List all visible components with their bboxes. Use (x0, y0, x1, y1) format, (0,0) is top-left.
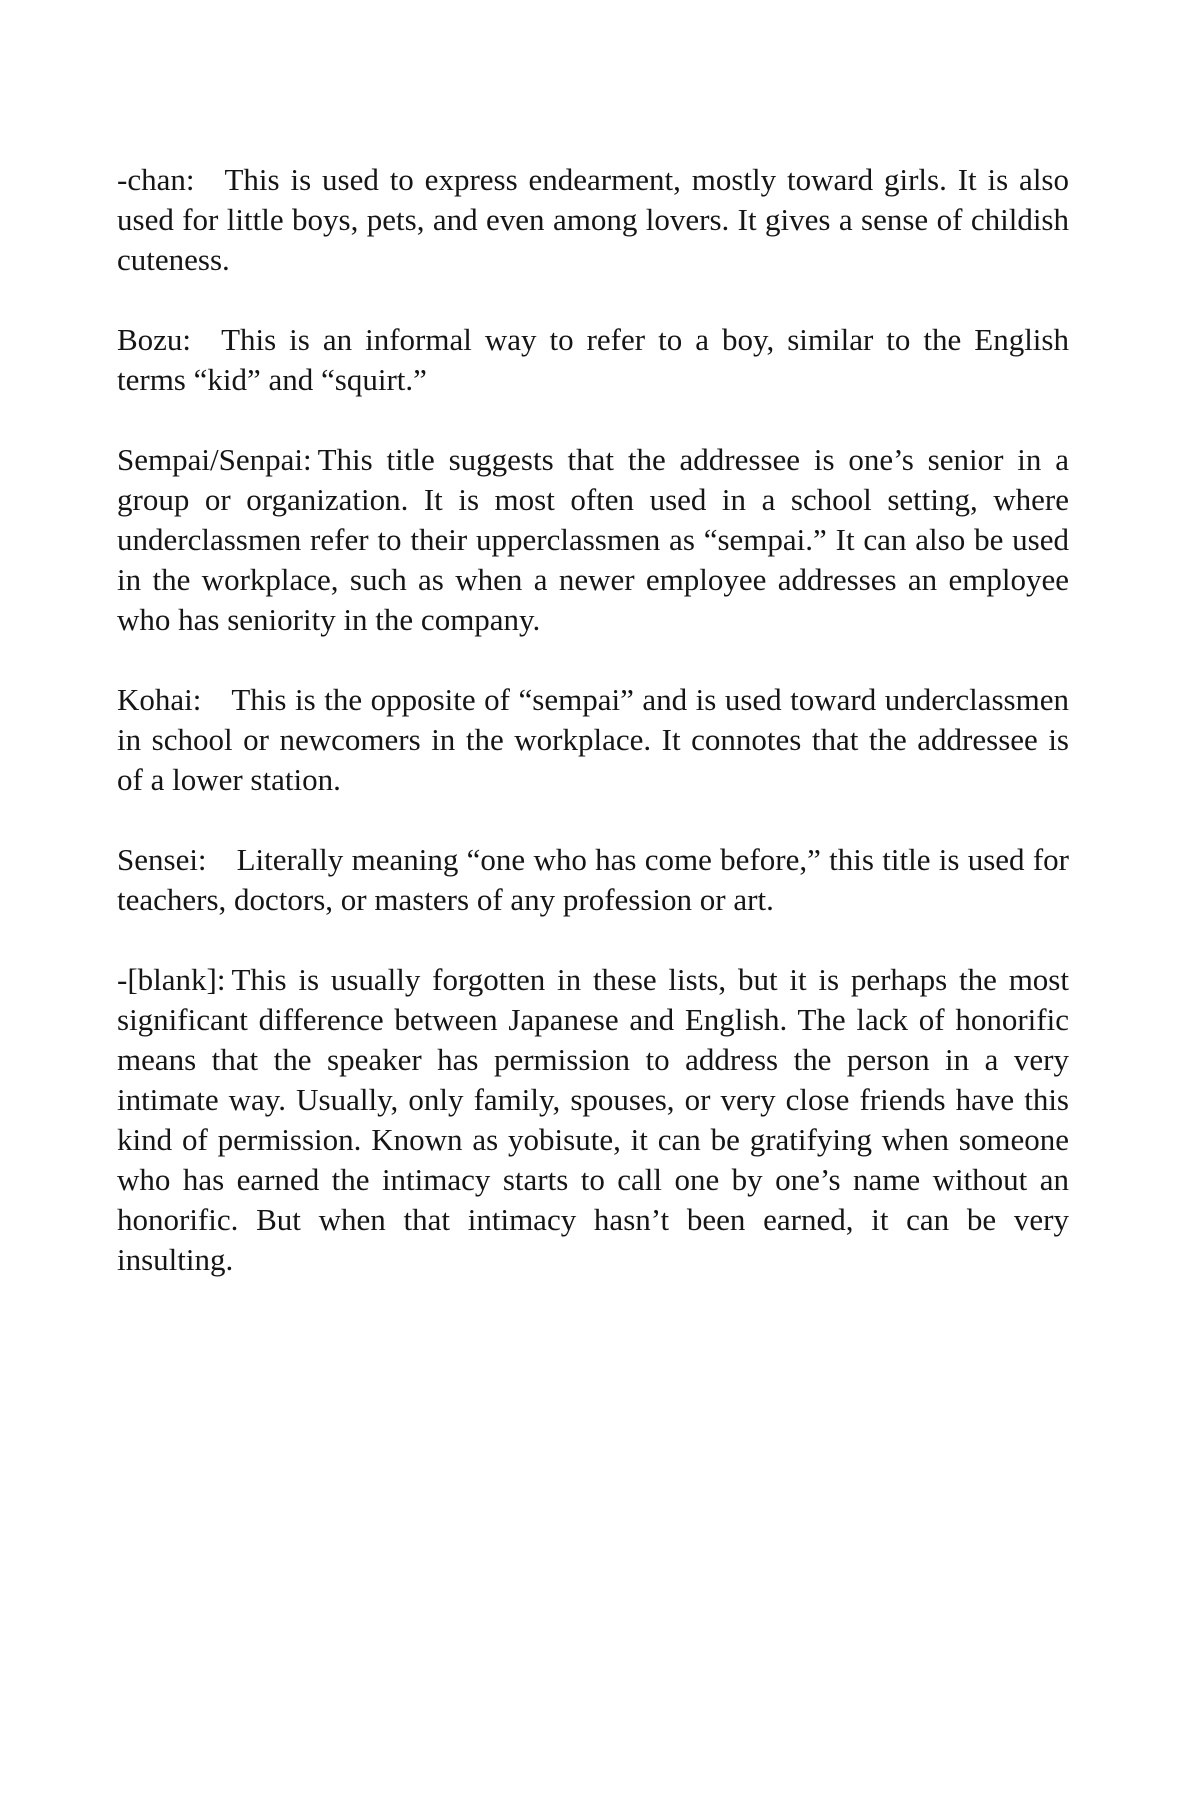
entry-term: -[blank]: (117, 962, 226, 997)
entry-blank (117, 960, 1069, 1280)
entry-definition: This title suggests that the addressee is one’s senior in a group or organization. It is most often used in a school setting, where underclassmen refer to their upperclassmen as “sempai.” It can also be used in the workplace, such as when a newer employee addresses an employee who has seniority in the company. (117, 442, 1069, 637)
entry-definition: This is usually forgotten in these lists, but it is perhaps the most significant difference between Japanese and English. The lack of honorific means that the speaker has permission to address the person in a very intimate way. Usually, only family, spouses, or very close friends have this kind of permission. Known as yobisute, it can be gratifying when someone who has earned the intimacy starts to call one by one’s name without an honorific. But when that intimacy hasn’t been earned, it can be very insulting. (117, 962, 1069, 1277)
entry-definition: This is an informal way to refer to a boy, similar to the English terms “kid” and “squirt.” (117, 322, 1069, 397)
entry-sempai (117, 440, 1069, 640)
entry-term: Kohai: (117, 682, 202, 717)
honorifics-page (117, 160, 1069, 1320)
entry-term: -chan: (117, 162, 195, 197)
entry-definition: This is the opposite of “sempai” and is used toward underclassmen in school or newcomers in the workplace. It connotes that the addressee is of a lower station. (117, 682, 1069, 797)
entry-sensei (117, 840, 1069, 920)
entry-term: Sempai/Senpai: (117, 442, 312, 477)
entry-bozu (117, 320, 1069, 400)
entry-definition: This is used to express endearment, mostly toward girls. It is also used for little boys, pets, and even among lovers. It gives a sense of childish cuteness. (117, 162, 1069, 277)
entry-term: Bozu: (117, 322, 192, 357)
entry-term: Sensei: (117, 842, 207, 877)
entry-kohai (117, 680, 1069, 800)
entry-chan (117, 160, 1069, 280)
entry-definition: Literally meaning “one who has come before,” this title is used for teachers, doctors, or masters of any profession or art. (117, 842, 1069, 917)
